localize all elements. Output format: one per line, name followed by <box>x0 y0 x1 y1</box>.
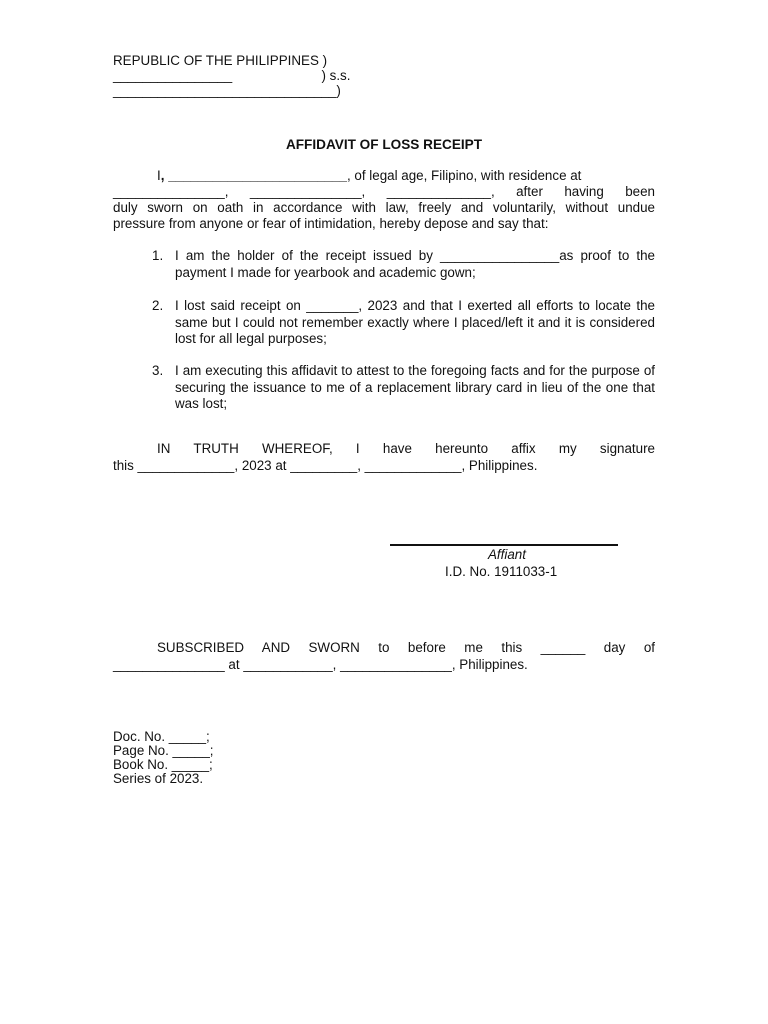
intro-line-2: _______________, _______________, ______________, after having been <box>113 184 655 199</box>
item-text: I am the holder of the receipt issued by ________________as proof to the payment I made for yearbook and academic gown; <box>175 248 655 280</box>
signature-line <box>390 544 618 546</box>
intro-line-4: pressure from anyone or fear of intimidation, hereby depose and say that: <box>113 216 549 231</box>
jurat-line-2: _______________ at ____________, _______________, Philippines. <box>113 657 528 672</box>
affiant-name-blank: ________________________ <box>168 168 347 183</box>
book-no: Book No. _____; <box>113 757 213 772</box>
item-number: 3. <box>152 363 164 378</box>
intro-comma: , <box>160 168 165 183</box>
venue-line-1: REPUBLIC OF THE PHILIPPINES ) <box>113 53 328 68</box>
truth-line-1: IN TRUTH WHEREOF, I have hereunto affix my signature <box>157 441 655 456</box>
item-text: I am executing this affidavit to attest to the foregoing facts and for the purpose of securing the issuance to me of a replacement library card in lieu of the one that was lost; <box>175 363 655 411</box>
affiant-id: I.D. No. 1911033-1 <box>445 564 558 579</box>
series: Series of 2023. <box>113 771 204 786</box>
intro-line-1 <box>157 168 655 185</box>
item-number: 2. <box>152 298 164 313</box>
truth-line-2: this _____________, 2023 at _________, _____________, Philippines. <box>113 458 538 473</box>
doc-no: Doc. No. _____; <box>113 729 210 744</box>
venue-line-3: ______________________________) <box>113 83 341 98</box>
document-title: AFFIDAVIT OF LOSS RECEIPT <box>285 137 483 152</box>
intro-line-3: duly sworn on oath in accordance with law, freely and voluntarily, without undue <box>113 200 655 215</box>
item-text: I lost said receipt on _______, 2023 and that I exerted all efforts to locate the same but I could not remember exactly where I placed/left it and it is considered lost for all legal purposes; <box>175 298 655 346</box>
page-no: Page No. _____; <box>113 743 214 758</box>
item-number: 1. <box>152 248 164 263</box>
affiant-label: Affiant <box>488 547 526 562</box>
jurat-line-1: SUBSCRIBED AND SWORN to before me this ______ day of <box>157 640 655 655</box>
intro-line-1-rest: , of legal age, Filipino, with residence at <box>346 168 582 183</box>
venue-line-2: ________________ ) s.s. <box>113 68 351 83</box>
intro-i: I <box>157 168 161 183</box>
